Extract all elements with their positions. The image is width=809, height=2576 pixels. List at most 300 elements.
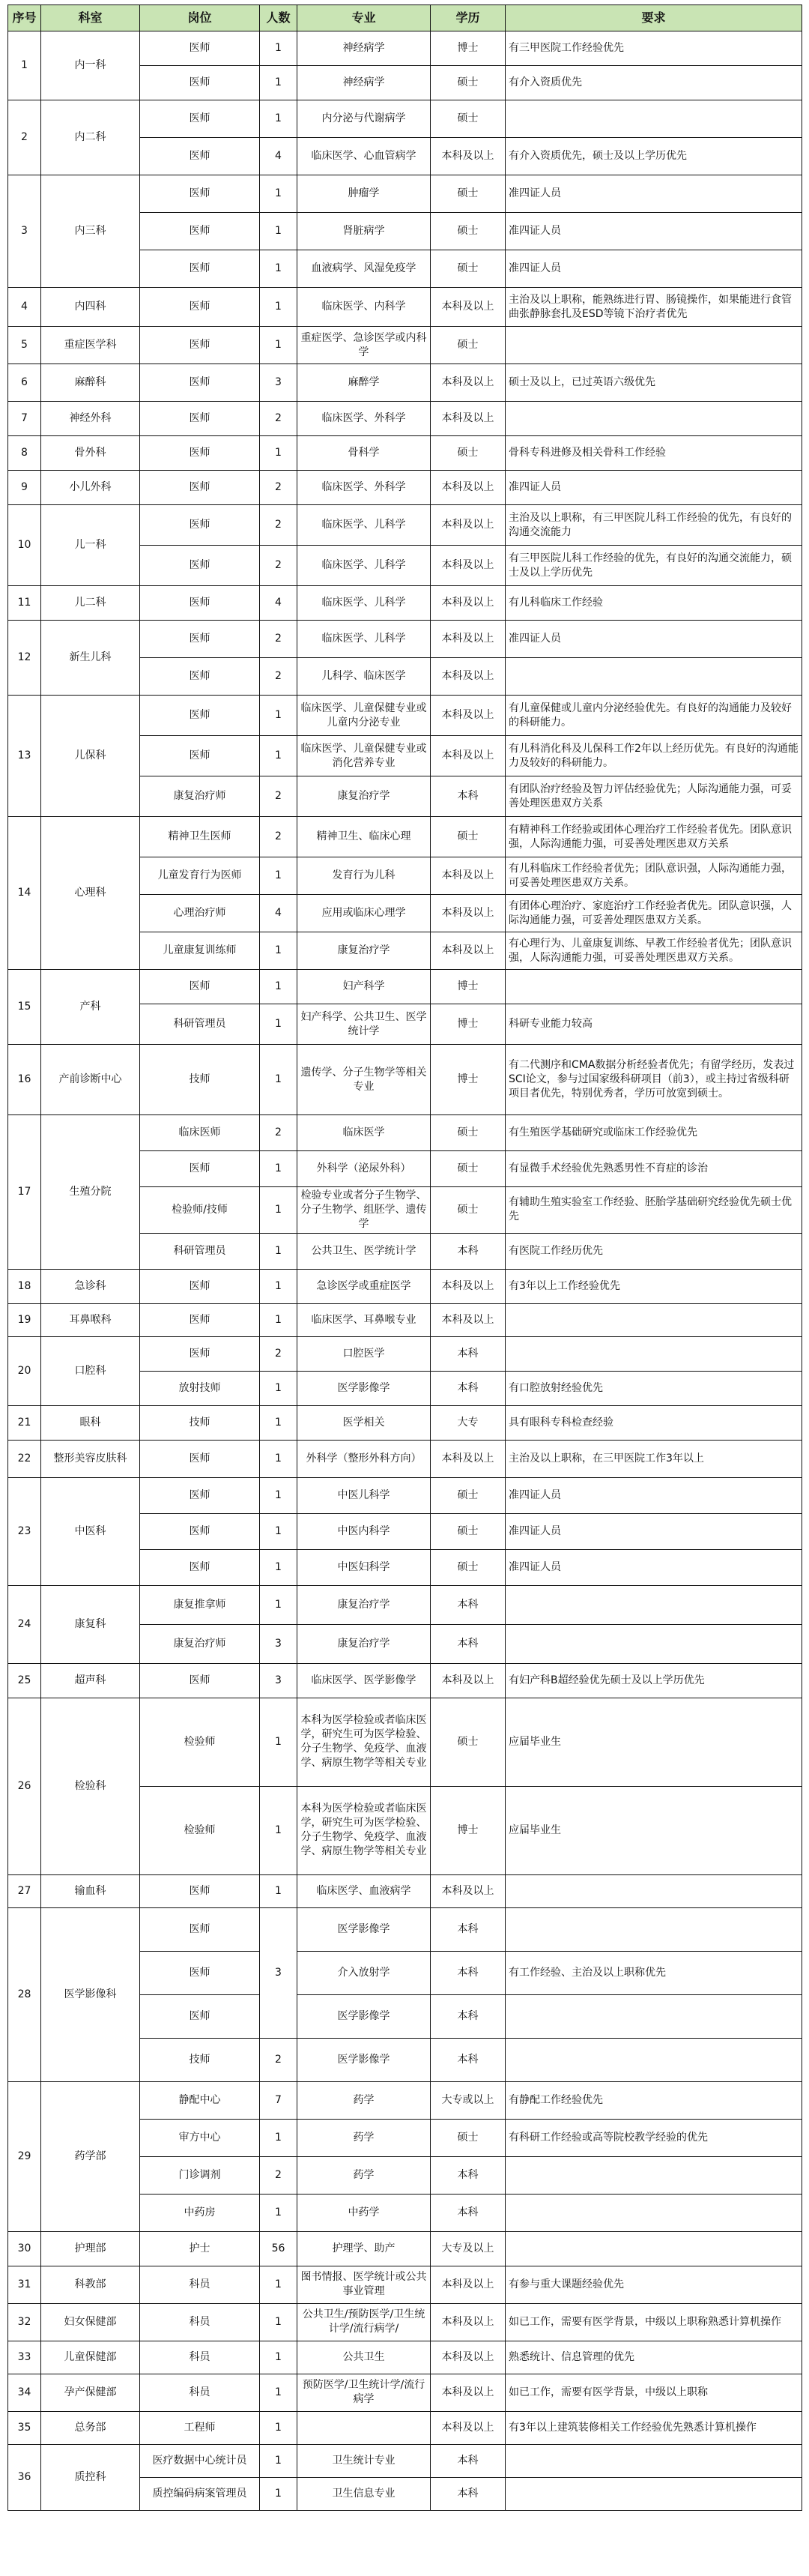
cell-requirements: 有3年以上工作经验优先 xyxy=(506,1269,802,1303)
cell-requirements: 有辅助生殖实验室工作经验、胚胎学基础研究经验优先硕士优先 xyxy=(506,1187,802,1234)
cell-position: 审方中心 xyxy=(140,2119,260,2156)
cell-education: 硕士 xyxy=(431,2119,506,2156)
cell-major: 护理学、助产 xyxy=(297,2231,431,2266)
cell-dept: 儿二科 xyxy=(41,586,140,621)
cell-requirements: 应届毕业生 xyxy=(506,1698,802,1786)
cell-dept: 护理部 xyxy=(41,2231,140,2266)
cell-education: 本科及以上 xyxy=(431,586,506,621)
table-row xyxy=(8,1440,802,1477)
cell-position: 临床医师 xyxy=(140,1115,260,1151)
cell-requirements xyxy=(506,1303,802,1336)
cell-count: 1 xyxy=(260,1004,297,1045)
cell-education: 本科及以上 xyxy=(431,895,506,932)
cell-position: 技师 xyxy=(140,2038,260,2081)
cell-requirements: 准四证人员 xyxy=(506,621,802,658)
cell-requirements: 准四证人员 xyxy=(506,1549,802,1585)
cell-no: 19 xyxy=(8,1303,41,1336)
cell-education: 硕士 xyxy=(431,100,506,138)
cell-count: 1 xyxy=(260,1233,297,1269)
cell-major: 康复治疗学 xyxy=(297,932,431,970)
cell-position: 医师 xyxy=(140,546,260,586)
cell-position: 医师 xyxy=(140,736,260,776)
cell-requirements: 有医院工作经历优先 xyxy=(506,1233,802,1269)
table-row xyxy=(8,327,802,364)
cell-education: 本科及以上 xyxy=(431,1440,506,1477)
cell-education: 本科及以上 xyxy=(431,2411,506,2444)
cell-dept: 眼科 xyxy=(41,1405,140,1440)
cell-requirements: 骨科专科进修及相关骨科工作经验 xyxy=(506,436,802,471)
cell-education: 硕士 xyxy=(431,817,506,857)
cell-position: 质控编码病案管理员 xyxy=(140,2477,260,2510)
cell-dept: 口腔科 xyxy=(41,1336,140,1405)
cell-no: 14 xyxy=(8,817,41,970)
cell-requirements: 有介入资质优先，硕士及以上学历优先 xyxy=(506,138,802,175)
table-row xyxy=(8,1907,802,1951)
cell-education: 本科 xyxy=(431,1336,506,1371)
cell-requirements: 有团队治疗经验及智力评估经验优先；人际沟通能力强，可妥善处理医患双方关系 xyxy=(506,776,802,817)
cell-count: 1 xyxy=(260,1698,297,1786)
cell-education: 大专或以上 xyxy=(431,2081,506,2119)
cell-position: 医师 xyxy=(140,402,260,436)
cell-requirements: 具有眼科专科检查经验 xyxy=(506,1405,802,1440)
cell-education: 硕士 xyxy=(431,1187,506,1234)
cell-education: 本科 xyxy=(431,2477,506,2510)
cell-position: 放射技师 xyxy=(140,1371,260,1405)
cell-count: 1 xyxy=(260,1303,297,1336)
cell-position: 医师 xyxy=(140,175,260,213)
cell-major: 骨科学 xyxy=(297,436,431,471)
cell-no: 30 xyxy=(8,2231,41,2266)
cell-education: 本科 xyxy=(431,1624,506,1663)
cell-position: 门诊调剂 xyxy=(140,2156,260,2194)
cell-count: 7 xyxy=(260,2081,297,2119)
table-row xyxy=(8,2341,802,2374)
cell-no: 16 xyxy=(8,1045,41,1115)
cell-major: 血液病学、风湿免疫学 xyxy=(297,250,431,288)
cell-no: 22 xyxy=(8,1440,41,1477)
cell-major: 康复治疗学 xyxy=(297,1624,431,1663)
cell-count: 1 xyxy=(260,2119,297,2156)
cell-requirements: 有精神科工作经验或团体心理治疗工作经验者优先。团队意识强，人际沟通能力强，可妥善处理医患双方关系 xyxy=(506,817,802,857)
table-row xyxy=(8,100,802,138)
cell-count: 2 xyxy=(260,402,297,436)
cell-position: 医师 xyxy=(140,505,260,546)
cell-requirements: 有显微手术经验优先熟悉男性不育症的诊治 xyxy=(506,1151,802,1187)
cell-count: 1 xyxy=(260,175,297,213)
cell-requirements xyxy=(506,1336,802,1371)
cell-requirements xyxy=(506,2444,802,2477)
cell-education: 博士 xyxy=(431,1045,506,1115)
cell-position: 医师 xyxy=(140,100,260,138)
cell-education: 硕士 xyxy=(431,1513,506,1549)
cell-major: 本科为医学检验或者临床医学，研究生可为医学检验、分子生物学、免疫学、血液学、病原生物学等相关专业 xyxy=(297,1786,431,1874)
cell-education: 本科及以上 xyxy=(431,505,506,546)
cell-dept: 科教部 xyxy=(41,2266,140,2303)
cell-education: 本科 xyxy=(431,2444,506,2477)
cell-position: 技师 xyxy=(140,1045,260,1115)
cell-position: 科员 xyxy=(140,2266,260,2303)
cell-requirements: 有心理行为、儿童康复训练、早教工作经验者优先；团队意识强，人际沟通能力强，可妥善处理医患双方关系。 xyxy=(506,932,802,970)
cell-count: 3 xyxy=(260,364,297,402)
cell-position: 医师 xyxy=(140,1336,260,1371)
cell-count: 4 xyxy=(260,586,297,621)
cell-position: 儿童发育行为医师 xyxy=(140,857,260,895)
cell-requirements: 有生殖医学基础研究或临床工作经验优先 xyxy=(506,1115,802,1151)
cell-count: 2 xyxy=(260,471,297,505)
cell-major: 妇产科学 xyxy=(297,970,431,1004)
cell-no: 3 xyxy=(8,175,41,288)
cell-position: 医师 xyxy=(140,1907,260,1951)
cell-requirements: 有参与重大课题经验优先 xyxy=(506,2266,802,2303)
cell-major: 临床医学 xyxy=(297,1115,431,1151)
cell-dept: 中医科 xyxy=(41,1477,140,1585)
cell-dept: 药学部 xyxy=(41,2081,140,2231)
cell-position: 医师 xyxy=(140,1994,260,2038)
cell-requirements xyxy=(506,2038,802,2081)
cell-requirements xyxy=(506,970,802,1004)
cell-position: 康复治疗师 xyxy=(140,1624,260,1663)
table-row xyxy=(8,817,802,857)
cell-position: 工程师 xyxy=(140,2411,260,2444)
cell-position: 医师 xyxy=(140,471,260,505)
table-row xyxy=(8,1303,802,1336)
cell-position: 医师 xyxy=(140,1513,260,1549)
cell-count: 1 xyxy=(260,2194,297,2231)
table-row xyxy=(8,364,802,402)
cell-education: 本科 xyxy=(431,1994,506,2038)
table-row xyxy=(8,621,802,658)
cell-education: 硕士 xyxy=(431,1698,506,1786)
cell-major: 康复治疗学 xyxy=(297,776,431,817)
cell-no: 35 xyxy=(8,2411,41,2444)
cell-no: 21 xyxy=(8,1405,41,1440)
cell-position: 医师 xyxy=(140,66,260,100)
cell-position: 医疗数据中心统计员 xyxy=(140,2444,260,2477)
table-row xyxy=(8,505,802,546)
cell-requirements: 应届毕业生 xyxy=(506,1786,802,1874)
cell-count: 1 xyxy=(260,2303,297,2341)
cell-count: 1 xyxy=(260,1786,297,1874)
cell-dept: 新生儿科 xyxy=(41,621,140,696)
cell-count: 2 xyxy=(260,1115,297,1151)
cell-education: 本科 xyxy=(431,1371,506,1405)
cell-count: 1 xyxy=(260,2266,297,2303)
cell-major: 检验专业或者分子生物学、分子生物学、组胚学、遗传学 xyxy=(297,1187,431,1234)
cell-major: 医学影像学 xyxy=(297,1994,431,2038)
cell-no: 11 xyxy=(8,586,41,621)
cell-requirements xyxy=(506,402,802,436)
cell-major: 临床医学、医学影像学 xyxy=(297,1663,431,1698)
cell-count: 1 xyxy=(260,1477,297,1513)
cell-major: 妇产科学、公共卫生、医学统计学 xyxy=(297,1004,431,1045)
cell-position: 科员 xyxy=(140,2374,260,2411)
cell-major: 临床医学、儿科学 xyxy=(297,546,431,586)
cell-position: 检验师 xyxy=(140,1786,260,1874)
cell-no: 10 xyxy=(8,505,41,586)
cell-requirements: 主治及以上职称，有三甲医院儿科工作经验的优先，有良好的沟通交流能力 xyxy=(506,505,802,546)
cell-major: 中医妇科学 xyxy=(297,1549,431,1585)
cell-education: 本科及以上 xyxy=(431,546,506,586)
cell-no: 2 xyxy=(8,100,41,175)
cell-education: 硕士 xyxy=(431,1549,506,1585)
header-count: 人数 xyxy=(260,5,297,31)
cell-count: 2 xyxy=(260,658,297,696)
cell-major: 临床医学、耳鼻喉专业 xyxy=(297,1303,431,1336)
cell-major: 口腔医学 xyxy=(297,1336,431,1371)
cell-education: 本科及以上 xyxy=(431,364,506,402)
cell-position: 科员 xyxy=(140,2303,260,2341)
cell-position: 医师 xyxy=(140,696,260,736)
cell-position: 检验师 xyxy=(140,1698,260,1786)
cell-major: 临床医学、心血管病学 xyxy=(297,138,431,175)
cell-position: 科研管理员 xyxy=(140,1004,260,1045)
cell-dept: 生殖分院 xyxy=(41,1115,140,1270)
cell-position: 科研管理员 xyxy=(140,1233,260,1269)
cell-count: 1 xyxy=(260,288,297,327)
cell-requirements: 科研专业能力较高 xyxy=(506,1004,802,1045)
cell-count: 1 xyxy=(260,436,297,471)
cell-no: 29 xyxy=(8,2081,41,2231)
cell-no: 9 xyxy=(8,471,41,505)
cell-dept: 内二科 xyxy=(41,100,140,175)
cell-major: 内分泌与代谢病学 xyxy=(297,100,431,138)
cell-position: 护士 xyxy=(140,2231,260,2266)
cell-count: 1 xyxy=(260,1874,297,1907)
cell-position: 儿童康复训练师 xyxy=(140,932,260,970)
cell-major: 医学影像学 xyxy=(297,1371,431,1405)
cell-position: 中药房 xyxy=(140,2194,260,2231)
cell-dept: 医学影像科 xyxy=(41,1907,140,2081)
cell-education: 硕士 xyxy=(431,175,506,213)
cell-education: 本科及以上 xyxy=(431,288,506,327)
cell-education: 本科及以上 xyxy=(431,402,506,436)
cell-major: 临床医学、儿科学 xyxy=(297,621,431,658)
cell-count: 1 xyxy=(260,1371,297,1405)
cell-major: 卫生信息专业 xyxy=(297,2477,431,2510)
cell-requirements: 熟悉统计、信息管理的优先 xyxy=(506,2341,802,2374)
cell-requirements: 有团体心理治疗、家庭治疗工作经验者优先。团队意识强，人际沟通能力强，可妥善处理医患双方关系。 xyxy=(506,895,802,932)
cell-position: 医师 xyxy=(140,1951,260,1994)
cell-requirements xyxy=(506,327,802,364)
table-row xyxy=(8,2266,802,2303)
cell-requirements: 有儿科临床工作经验者优先；团队意识强，人际沟通能力强，可妥善处理医患双方关系。 xyxy=(506,857,802,895)
cell-major xyxy=(297,2411,431,2444)
cell-education: 本科及以上 xyxy=(431,1874,506,1907)
cell-requirements xyxy=(506,2194,802,2231)
cell-education: 本科及以上 xyxy=(431,736,506,776)
cell-major: 图书情报、医学统计或公共事业管理 xyxy=(297,2266,431,2303)
recruitment-table-sheet xyxy=(7,4,802,2511)
table-row xyxy=(8,970,802,1004)
cell-major: 外科学（泌尿外科） xyxy=(297,1151,431,1187)
cell-dept: 孕产保健部 xyxy=(41,2374,140,2411)
cell-major: 精神卫生、临床心理 xyxy=(297,817,431,857)
cell-major: 麻醉学 xyxy=(297,364,431,402)
cell-no: 25 xyxy=(8,1663,41,1698)
cell-position: 康复治疗师 xyxy=(140,776,260,817)
cell-requirements: 有儿童保健或儿童内分泌经验优先。有良好的沟通能力及较好的科研能力。 xyxy=(506,696,802,736)
cell-dept: 麻醉科 xyxy=(41,364,140,402)
cell-major: 急诊医学或重症医学 xyxy=(297,1269,431,1303)
table-row xyxy=(8,1663,802,1698)
cell-major: 康复治疗学 xyxy=(297,1585,431,1624)
table-row xyxy=(8,2411,802,2444)
table-row xyxy=(8,1115,802,1151)
cell-major: 本科为医学检验或者临床医学，研究生可为医学检验、分子生物学、免疫学、血液学、病原生物学等相关专业 xyxy=(297,1698,431,1786)
cell-requirements xyxy=(506,2477,802,2510)
cell-dept: 产科 xyxy=(41,970,140,1045)
cell-requirements xyxy=(506,100,802,138)
cell-position: 医师 xyxy=(140,1269,260,1303)
cell-count: 2 xyxy=(260,2156,297,2194)
cell-education: 本科 xyxy=(431,2194,506,2231)
cell-dept: 急诊科 xyxy=(41,1269,140,1303)
cell-education: 本科及以上 xyxy=(431,471,506,505)
cell-major: 应用或临床心理学 xyxy=(297,895,431,932)
table-row xyxy=(8,1405,802,1440)
cell-count: 1 xyxy=(260,2411,297,2444)
cell-count: 1 xyxy=(260,1513,297,1549)
cell-requirements: 主治及以上职称，在三甲医院工作3年以上 xyxy=(506,1440,802,1477)
header-no: 序号 xyxy=(8,5,41,31)
cell-position: 医师 xyxy=(140,1663,260,1698)
cell-major: 药学 xyxy=(297,2119,431,2156)
cell-no: 13 xyxy=(8,696,41,817)
cell-count: 1 xyxy=(260,1405,297,1440)
cell-count: 2 xyxy=(260,776,297,817)
cell-education: 本科及以上 xyxy=(431,2374,506,2411)
cell-major: 药学 xyxy=(297,2156,431,2194)
cell-education: 硕士 xyxy=(431,327,506,364)
cell-education: 本科及以上 xyxy=(431,696,506,736)
cell-major: 神经病学 xyxy=(297,66,431,100)
cell-position: 医师 xyxy=(140,31,260,66)
cell-education: 硕士 xyxy=(431,213,506,250)
cell-dept: 儿保科 xyxy=(41,696,140,817)
cell-dept: 超声科 xyxy=(41,1663,140,1698)
cell-education: 本科及以上 xyxy=(431,621,506,658)
cell-no: 8 xyxy=(8,436,41,471)
cell-education: 大专 xyxy=(431,1405,506,1440)
recruitment-table xyxy=(7,4,802,2511)
cell-count: 1 xyxy=(260,1045,297,1115)
cell-dept: 小儿外科 xyxy=(41,471,140,505)
cell-dept: 妇女保健部 xyxy=(41,2303,140,2341)
cell-education: 本科 xyxy=(431,1951,506,1994)
cell-position: 医师 xyxy=(140,1303,260,1336)
cell-dept: 儿童保健部 xyxy=(41,2341,140,2374)
cell-dept: 重症医学科 xyxy=(41,327,140,364)
cell-count: 2 xyxy=(260,2038,297,2081)
cell-count: 1 xyxy=(260,1549,297,1585)
cell-position: 医师 xyxy=(140,1151,260,1187)
cell-education: 本科及以上 xyxy=(431,1303,506,1336)
cell-requirements: 有三甲医院儿科工作经验的优先，有良好的沟通交流能力，硕士及以上学历优先 xyxy=(506,546,802,586)
cell-education: 本科 xyxy=(431,776,506,817)
cell-count: 2 xyxy=(260,621,297,658)
cell-no: 18 xyxy=(8,1269,41,1303)
cell-no: 23 xyxy=(8,1477,41,1585)
cell-count: 1 xyxy=(260,736,297,776)
cell-major: 介入放射学 xyxy=(297,1951,431,1994)
cell-position: 医师 xyxy=(140,1549,260,1585)
cell-major: 临床医学、血液病学 xyxy=(297,1874,431,1907)
cell-education: 本科及以上 xyxy=(431,658,506,696)
cell-position: 医师 xyxy=(140,250,260,288)
cell-education: 博士 xyxy=(431,1004,506,1045)
table-row xyxy=(8,1269,802,1303)
cell-education: 硕士 xyxy=(431,1151,506,1187)
cell-requirements xyxy=(506,1874,802,1907)
cell-education: 本科及以上 xyxy=(431,2303,506,2341)
cell-requirements: 主治及以上职称，能熟练进行胃、肠镜操作，如果能进行食管曲张静脉套扎及ESD等镜下治疗者优先 xyxy=(506,288,802,327)
cell-requirements xyxy=(506,1907,802,1951)
cell-requirements: 有二代测序和CMA数据分析经验者优先；有留学经历，发表过SCI论文，参与过国家级科研项目（前3），或主持过省级科研项目者优先，特别优秀者，学历可放宽到硕士。 xyxy=(506,1045,802,1115)
cell-education: 博士 xyxy=(431,1786,506,1874)
cell-major: 公共卫生 xyxy=(297,2341,431,2374)
cell-no: 26 xyxy=(8,1698,41,1874)
cell-major: 儿科学、临床医学 xyxy=(297,658,431,696)
cell-major: 临床医学、儿科学 xyxy=(297,586,431,621)
cell-major: 遗传学、分子生物学等相关专业 xyxy=(297,1045,431,1115)
cell-no: 31 xyxy=(8,2266,41,2303)
cell-no: 4 xyxy=(8,288,41,327)
cell-no: 27 xyxy=(8,1874,41,1907)
cell-education: 博士 xyxy=(431,970,506,1004)
cell-no: 7 xyxy=(8,402,41,436)
cell-position: 静配中心 xyxy=(140,2081,260,2119)
cell-requirements: 准四证人员 xyxy=(506,213,802,250)
cell-major: 卫生统计专业 xyxy=(297,2444,431,2477)
cell-requirements: 有妇产科B超经验优先硕士及以上学历优先 xyxy=(506,1663,802,1698)
cell-dept: 儿一科 xyxy=(41,505,140,586)
cell-requirements: 如已工作，需要有医学背景，中级以上职称熟悉计算机操作 xyxy=(506,2303,802,2341)
cell-dept: 整形美容皮肤科 xyxy=(41,1440,140,1477)
cell-education: 本科 xyxy=(431,2038,506,2081)
cell-position: 医师 xyxy=(140,213,260,250)
cell-major: 肿瘤学 xyxy=(297,175,431,213)
table-row xyxy=(8,1336,802,1371)
cell-major: 中医儿科学 xyxy=(297,1477,431,1513)
cell-position: 医师 xyxy=(140,1440,260,1477)
cell-count: 2 xyxy=(260,546,297,586)
table-row xyxy=(8,586,802,621)
cell-no: 17 xyxy=(8,1115,41,1270)
cell-position: 医师 xyxy=(140,327,260,364)
cell-requirements: 准四证人员 xyxy=(506,471,802,505)
cell-requirements xyxy=(506,2231,802,2266)
cell-dept: 检验科 xyxy=(41,1698,140,1874)
cell-no: 1 xyxy=(8,31,41,100)
cell-education: 本科及以上 xyxy=(431,1269,506,1303)
cell-position: 医师 xyxy=(140,1874,260,1907)
table-row xyxy=(8,175,802,213)
cell-requirements: 如已工作，需要有医学背景，中级以上职称 xyxy=(506,2374,802,2411)
cell-no: 15 xyxy=(8,970,41,1045)
table-row xyxy=(8,471,802,505)
cell-count: 1 xyxy=(260,2477,297,2510)
cell-count: 1 xyxy=(260,1187,297,1234)
cell-no: 24 xyxy=(8,1585,41,1663)
table-row xyxy=(8,402,802,436)
header-row xyxy=(8,5,802,31)
cell-dept: 输血科 xyxy=(41,1874,140,1907)
cell-major: 临床医学、儿童保健专业或儿童内分泌专业 xyxy=(297,696,431,736)
cell-requirements: 有介入资质优先 xyxy=(506,66,802,100)
cell-education: 大专及以上 xyxy=(431,2231,506,2266)
header-education: 学历 xyxy=(431,5,506,31)
cell-position: 医师 xyxy=(140,288,260,327)
